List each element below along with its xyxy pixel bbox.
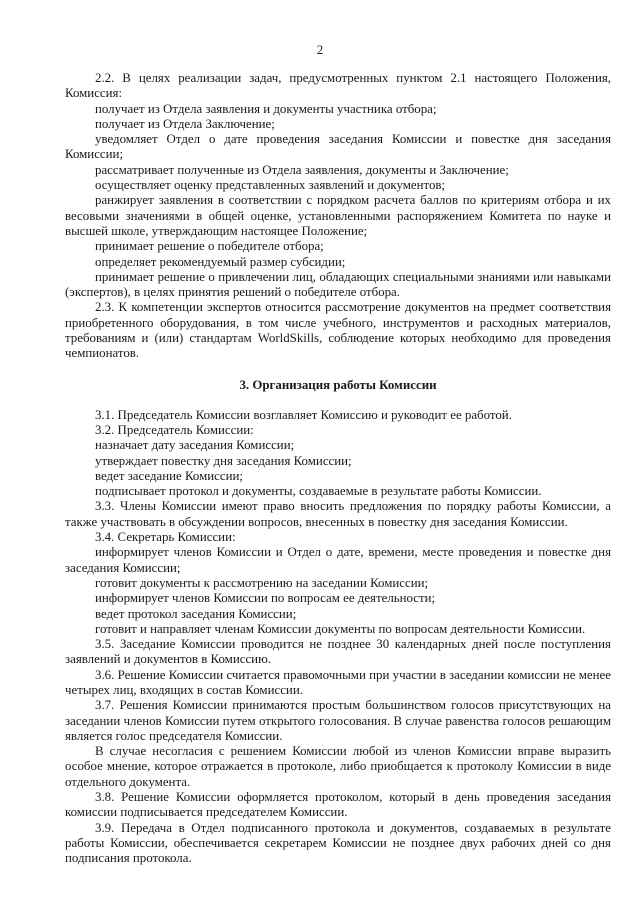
paragraph-2-3: 2.3. К компетенции экспертов относится рассмотрение документов на предмет соответствия приобретенного оборудования, в том числе учебного, инструментов и расходных материалов, требованиям и (или) стандартам WorldSkills, соблюдение которых необходимо для проведения чемпионатов. — [65, 300, 611, 361]
list-item: уведомляет Отдел о дате проведения заседания Комиссии и повестке дня заседания Комиссии; — [65, 132, 611, 162]
list-item: получает из Отдела Заключение; — [95, 116, 275, 131]
list-item: ранжирует заявления в соответствии с порядком расчета баллов по критериям отбора и их весовыми значениями в общей оценке, установленными распоряжением Комитета по науке и высшей школе, утверждающим настоящее Положение; — [65, 193, 611, 238]
paragraph-3-2: 3.2. Председатель Комиссии: — [95, 422, 254, 437]
paragraph-3-8: 3.8. Решение Комиссии оформляется протоколом, который в день проведения заседания комиссии подписывается председателем Комиссии. — [65, 790, 611, 820]
list-item: информирует членов Комиссии и Отдел о дате, времени, месте проведения и повестке дня заседания Комиссии; — [65, 545, 611, 575]
list-item: принимает решение о победителе отбора; — [95, 239, 324, 254]
page-number: 2 — [316, 42, 324, 57]
paragraph-3-5: 3.5. Заседание Комиссии проводится не позднее 30 календарных дней после поступления заявлений и документов в Комиссию. — [65, 637, 611, 667]
list-item: принимает решение о привлечении лиц, обладающих специальными знаниями или навыками (экспертов), в целях принятия решений о победителе отбора. — [65, 269, 611, 300]
list-item: получает из Отдела заявления и документы участника отбора; — [95, 101, 437, 116]
list-item: назначает дату заседания Комиссии; — [95, 438, 295, 453]
section-heading: 3. Организация работы Комиссии — [239, 377, 437, 392]
list-item: подписывает протокол и документы, создаваемые в результате работы Комиссии. — [95, 484, 542, 499]
list-item: ведет заседание Комиссии; — [95, 468, 243, 483]
list-item: определяет рекомендуемый размер субсидии; — [95, 254, 346, 269]
paragraph-3-1: 3.1. Председатель Комиссии возглавляет Комиссию и руководит ее работой. — [95, 407, 512, 422]
list-item: рассматривает полученные из Отдела заявления, документы и Заключение; — [95, 162, 509, 177]
list-item: утверждает повестку дня заседания Комиссии; — [95, 453, 352, 468]
list-item: ведет протокол заседания Комиссии; — [95, 606, 297, 621]
paragraph-3-3: 3.3. Члены Комиссии имеют право вносить предложения по порядку работы Комиссии, а также участвовать в обсуждении вопросов, внесенных в повестку дня заседания Комиссии. — [65, 499, 611, 529]
list-item: информирует членов Комиссии по вопросам ее деятельности; — [95, 591, 436, 606]
paragraph-3-7: 3.7. Решения Комиссии принимаются простым большинством голосов присутствующих на заседании членов Комиссии путем открытого голосования. В случае равенства голосов решающим является голос председателя Комиссии. — [65, 698, 611, 743]
paragraph-3-6: 3.6. Решение Комиссии считается правомочными при участии в заседании комиссии не менее четырех лиц, входящих в состав Комиссии. — [65, 667, 611, 697]
paragraph-3-7-note: В случае несогласия с решением Комиссии любой из членов Комиссии вправе выразить особое мнение, которое отражается в протоколе, либо приобщается к протоколу Комиссии в виде отдельного документа. — [65, 744, 611, 789]
paragraph-2-2: 2.2. В целях реализации задач, предусмотренных пунктом 2.1 настоящего Положения, Комиссия: — [65, 71, 611, 101]
list-item: осуществляет оценку представленных заявлений и документов; — [95, 178, 446, 193]
paragraph-3-4: 3.4. Секретарь Комиссии: — [95, 530, 236, 545]
list-item: готовит документы к рассмотрению на заседании Комиссии; — [95, 575, 429, 590]
paragraph-3-9: 3.9. Передача в Отдел подписанного протокола и документов, создаваемых в результате работы Комиссии, обеспечивается секретарем Комиссии не позднее двух рабочих дней со дня подписания протокола. — [65, 820, 611, 866]
document-body — [65, 71, 611, 867]
list-item: готовит и направляет членам Комиссии документы по вопросам деятельности Комиссии. — [95, 621, 586, 636]
